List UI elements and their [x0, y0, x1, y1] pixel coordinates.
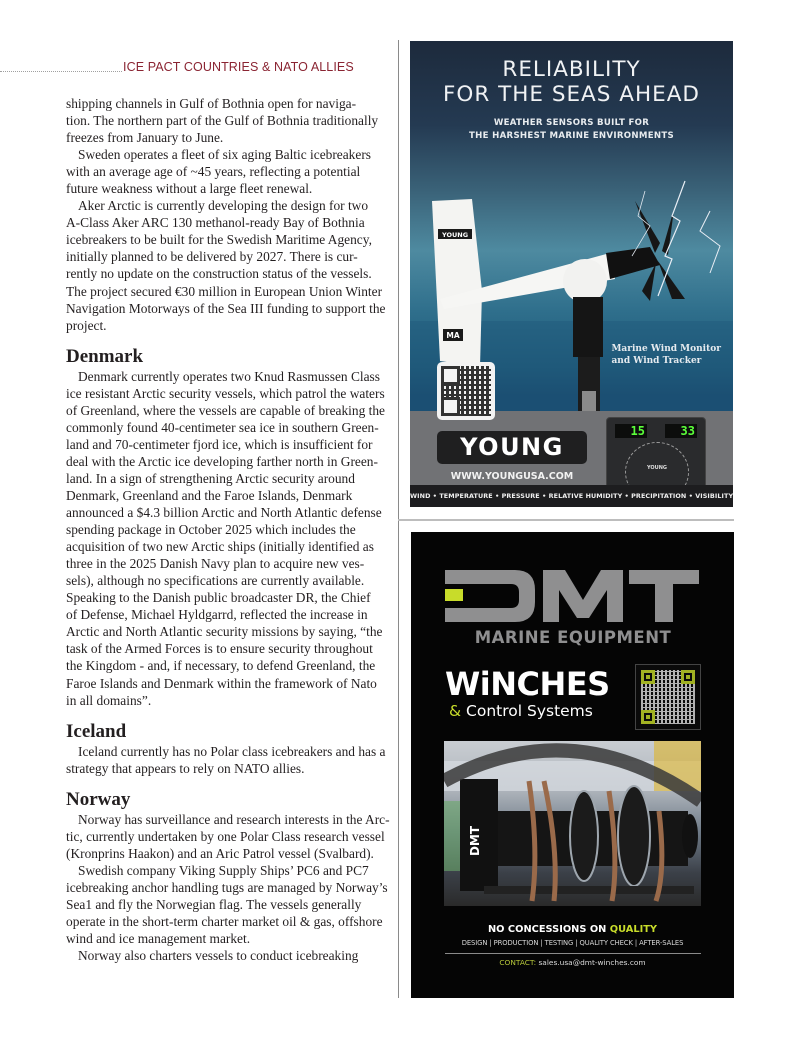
- paragraph-line: wind and ice management market.: [66, 931, 251, 947]
- control-systems-text: Control Systems: [461, 702, 593, 720]
- paragraph-line: the Kingdom - and, if necessary, to defend Greenland, the: [66, 658, 376, 674]
- caption-line-2: and Wind Tracker: [611, 356, 702, 366]
- control-systems-subheadline: [449, 702, 593, 720]
- paragraph-line: Sea1 and fly the Norwegian flag. The vessels generally: [66, 896, 362, 912]
- paragraph-line: future weakness without a large fleet renewal.: [66, 181, 313, 197]
- dmt-tagline: [411, 924, 734, 935]
- maximum-readout: 33: [665, 424, 697, 438]
- paragraph-line: Navigation Motorways of the Sea III funding to support the: [66, 300, 386, 316]
- ad-young-headline: [410, 57, 733, 107]
- qr-finder-icon: [641, 710, 655, 724]
- qr-finder-icon: [641, 670, 655, 684]
- contact-label: CONTACT:: [499, 958, 537, 967]
- wind-speed-readout: 15: [615, 424, 647, 438]
- ad-young-footer: WIND • TEMPERATURE • PRESSURE • RELATIVE HUMIDITY • PRECIPITATION • VISIBILITY: [410, 485, 733, 507]
- ampersand: &: [449, 702, 462, 720]
- subtitle-line-1: WEATHER SENSORS BUILT FOR: [493, 118, 650, 128]
- paragraph-line: acquisition of two new Arctic ships (initially identified as: [66, 539, 374, 555]
- paragraph-line: Denmark, Greenland and the Faroe Islands, Denmark: [66, 487, 353, 503]
- svg-text:YOUNG: YOUNG: [441, 231, 469, 239]
- paragraph-line: Speaking to the Danish public broadcaster DR, the Chief: [66, 590, 371, 606]
- ad-divider: [398, 519, 734, 521]
- headline-line-2: FOR THE SEAS AHEAD: [443, 82, 700, 107]
- qr-code-pattern: [641, 670, 695, 724]
- paragraph-line: three in the 2025 Danish Navy plan to acquire new ves-: [66, 556, 365, 572]
- dial-brand: YOUNG: [646, 465, 668, 471]
- article-body: [66, 95, 390, 964]
- paragraph-line: Aker Arctic is currently developing the design for two: [78, 198, 369, 214]
- ad-young-subtitle: [410, 117, 733, 143]
- paragraph-line: Sweden operates a fleet of six aging Baltic icebreakers: [78, 147, 371, 163]
- young-url-link[interactable]: WWW.YOUNGUSA.COM: [450, 471, 574, 482]
- product-caption: [611, 343, 721, 367]
- paragraph-line: The project secured €30 million in European Union Winter: [66, 283, 383, 299]
- paragraph-line: Norway has surveillance and research interests in the Arc-: [78, 811, 390, 827]
- young-logo: YOUNG: [437, 431, 587, 464]
- paragraph-line: of Defense, Michael Hyldgarrd, reflected the increase in: [66, 607, 368, 623]
- qr-code-pattern: [441, 366, 491, 416]
- paragraph-line: with an average age of ~45 years, reflecting a potential: [66, 164, 361, 180]
- qr-code[interactable]: [437, 362, 495, 420]
- paragraph-line: task of the Armed Forces is to ensure security throughout: [66, 641, 373, 657]
- qr-finder-icon: [681, 670, 695, 684]
- paragraph-line: rently no update on the construction status of the vessels.: [66, 266, 372, 282]
- section-heading: Iceland: [66, 720, 127, 742]
- tagline-text: NO CONCESSIONS ON: [487, 924, 610, 935]
- paragraph-line: freezes from January to June.: [66, 130, 224, 146]
- paragraph-line: Iceland currently has no Polar class icebreakers and has a: [78, 743, 386, 759]
- ad-young[interactable]: [410, 41, 733, 507]
- paragraph-line: icebreakers to be built for the Swedish Maritime Agency,: [66, 232, 372, 248]
- dmt-qr-code[interactable]: [635, 664, 701, 730]
- winch-illustration: [444, 741, 701, 906]
- dmt-logo: [445, 570, 699, 622]
- paragraph-line: (Kronprins Haakon) and an Aric Patrol vessel (Svalbard).: [66, 845, 374, 861]
- section-heading: Norway: [66, 788, 131, 810]
- svg-text:MA: MA: [446, 331, 460, 340]
- paragraph-line: commonly found 40-centimeter sea ice in southern Green-: [66, 419, 379, 435]
- paragraph-line: A-Class Aker ARC 130 methanol-ready Bay of Bothnia: [66, 215, 365, 231]
- paragraph-line: ice resistant Arctic security vessels, which patrol the waters: [66, 385, 385, 401]
- paragraph-line: project.: [66, 317, 107, 333]
- caption-line-1: Marine Wind Monitor: [611, 344, 721, 354]
- paragraph-line: shipping channels in Gulf of Bothnia open for naviga-: [66, 96, 357, 111]
- paragraph-line: Norway also charters vessels to conduct icebreaking: [78, 948, 359, 964]
- paragraph-line: announced a $4.3 billion Arctic and North Atlantic defense: [66, 505, 382, 521]
- paragraph-line: tic, currently undertaken by one Polar Class research vessel: [66, 828, 385, 844]
- dmt-rule: [445, 953, 701, 954]
- paragraph-line: tion. The northern part of the Gulf of Bothnia traditionally: [66, 113, 379, 129]
- subtitle-line-2: THE HARSHEST MARINE ENVIRONMENTS: [468, 131, 675, 141]
- headline-line-1: RELIABILITY: [502, 57, 641, 82]
- paragraph-line: spending package in October 2025 which includes the: [66, 522, 356, 538]
- paragraph-line: Swedish company Viking Supply Ships’ PC6 and PC7: [78, 862, 369, 878]
- contact-email-link[interactable]: sales.usa@dmt-winches.com: [536, 958, 646, 967]
- paragraph-line: strategy that appears to rely on NATO allies.: [66, 760, 305, 776]
- running-head: ICE PACT COUNTRIES & NATO ALLIES: [123, 60, 354, 74]
- paragraph-line: operate in the short-term charter market oil & gas, offshore: [66, 913, 383, 929]
- paragraph-line: Arctic and North Atlantic security missions by saying, “the: [66, 624, 383, 640]
- paragraph-line: Denmark currently operates two Knud Rasmussen Class: [78, 368, 380, 384]
- paragraph-line: sels), although no specifications are currently available.: [66, 573, 365, 589]
- tagline-highlight: QUALITY: [609, 924, 658, 935]
- svg-text:DMT: DMT: [468, 825, 482, 857]
- paragraph-line: land. In a sign of strengthening Arctic security around: [66, 470, 355, 486]
- paragraph-line: in all domains”.: [66, 692, 152, 708]
- running-head-rule: [0, 71, 122, 72]
- dmt-subtitle: MARINE EQUIPMENT: [474, 628, 672, 647]
- section-heading: Denmark: [66, 345, 144, 367]
- paragraph-line: of Greenland, where the vessels are capable of breaking the: [66, 402, 385, 418]
- winch-photo: [444, 741, 701, 906]
- ad-dmt[interactable]: [411, 532, 734, 998]
- winches-headline: WiNCHES: [445, 665, 610, 703]
- paragraph-line: deal with the Arctic ice developing farther north in Green-: [66, 453, 378, 469]
- paragraph-line: land and 70-centimeter fjord ice, which is insufficient for: [66, 436, 373, 452]
- paragraph-line: Faroe Islands and Denmark within the framework of Nato: [66, 675, 377, 691]
- paragraph-line: icebreaking anchor handling tugs are managed by Norway’s: [66, 879, 388, 895]
- dmt-contact: [411, 958, 734, 967]
- paragraph-line: initially planned to be delivered by 2027. There is cur-: [66, 249, 358, 265]
- dmt-services: DESIGN | PRODUCTION | TESTING | QUALITY CHECK | AFTER-SALES: [461, 939, 684, 947]
